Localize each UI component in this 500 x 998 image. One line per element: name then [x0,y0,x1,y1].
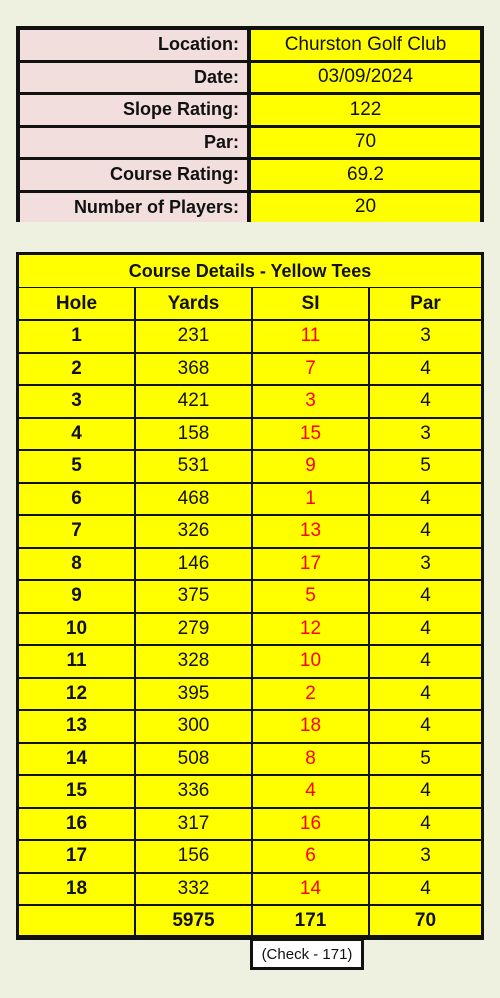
hole-cell: 14 [19,744,134,775]
hole-cell: 3 [19,386,134,417]
totals-row [19,906,481,935]
yards-cell: 231 [136,321,251,352]
table-row [19,451,481,482]
si-cell: 5 [253,581,368,612]
info-label: Location: [20,30,247,60]
par-cell: 3 [370,419,481,450]
check-text: (Check - 171) [253,941,361,967]
header-row [19,288,481,319]
header-par: Par [370,288,481,319]
table-row [19,744,481,775]
hole-cell: 7 [19,516,134,547]
info-value: 69.2 [251,160,480,190]
par-cell: 5 [370,451,481,482]
par-cell: 4 [370,646,481,677]
table-row [19,516,481,547]
si-cell: 15 [253,419,368,450]
par-cell: 5 [370,744,481,775]
hole-cell: 9 [19,581,134,612]
par-cell: 3 [370,549,481,580]
table-row [19,614,481,645]
header-yards: Yards [136,288,251,319]
si-cell: 9 [253,451,368,482]
info-label: Par: [20,128,247,158]
si-cell: 7 [253,354,368,385]
yards-cell: 158 [136,419,251,450]
par-cell: 3 [370,841,481,872]
si-cell: 10 [253,646,368,677]
info-label: Date: [20,63,247,93]
si-cell: 12 [253,614,368,645]
yards-cell: 146 [136,549,251,580]
table-row [19,679,481,710]
yards-cell: 326 [136,516,251,547]
yards-cell: 317 [136,809,251,840]
hole-cell: 11 [19,646,134,677]
si-cell: 6 [253,841,368,872]
total-si: 171 [253,906,368,935]
yards-cell: 279 [136,614,251,645]
par-cell: 4 [370,874,481,905]
yards-cell: 468 [136,484,251,515]
par-cell: 4 [370,386,481,417]
info-label: Course Rating: [20,160,247,190]
info-row [20,160,480,190]
yards-cell: 395 [136,679,251,710]
si-cell: 4 [253,776,368,807]
table-row [19,646,481,677]
hole-cell: 1 [19,321,134,352]
table-row [19,809,481,840]
si-cell: 1 [253,484,368,515]
yards-cell: 368 [136,354,251,385]
info-row [20,30,480,60]
yards-cell: 328 [136,646,251,677]
si-cell: 18 [253,711,368,742]
yards-cell: 332 [136,874,251,905]
yards-cell: 300 [136,711,251,742]
info-label: Slope Rating: [20,95,247,125]
info-value: 03/09/2024 [251,63,480,93]
hole-cell: 8 [19,549,134,580]
par-cell: 4 [370,776,481,807]
hole-cell: 4 [19,419,134,450]
par-cell: 4 [370,679,481,710]
table-row [19,549,481,580]
par-cell: 4 [370,516,481,547]
yards-cell: 336 [136,776,251,807]
info-label: Number of Players: [20,193,247,223]
yards-cell: 156 [136,841,251,872]
par-cell: 4 [370,614,481,645]
table-row [19,581,481,612]
table-row [19,354,481,385]
hole-cell: 2 [19,354,134,385]
total-yards: 5975 [136,906,251,935]
table-row [19,776,481,807]
si-cell: 17 [253,549,368,580]
total-hole-cell [19,906,134,935]
info-value: 70 [251,128,480,158]
par-cell: 4 [370,581,481,612]
info-row [20,95,480,125]
yards-cell: 375 [136,581,251,612]
yards-cell: 421 [136,386,251,417]
par-cell: 4 [370,809,481,840]
check-box [250,938,364,970]
hole-cell: 6 [19,484,134,515]
hole-cell: 10 [19,614,134,645]
yards-cell: 508 [136,744,251,775]
si-cell: 2 [253,679,368,710]
hole-cell: 5 [19,451,134,482]
hole-cell: 16 [19,809,134,840]
par-cell: 4 [370,484,481,515]
course-details-title: Course Details - Yellow Tees [19,255,481,287]
hole-cell: 17 [19,841,134,872]
info-value: 20 [251,193,480,223]
par-cell: 4 [370,354,481,385]
table-row [19,711,481,742]
info-row [20,193,480,223]
hole-cell: 13 [19,711,134,742]
course-info-table [16,26,484,222]
table-row [19,321,481,352]
table-row [19,419,481,450]
si-cell: 16 [253,809,368,840]
table-row [19,484,481,515]
table-row [19,841,481,872]
header-si: SI [253,288,368,319]
si-cell: 3 [253,386,368,417]
table-row [19,874,481,905]
course-details-table [16,252,484,940]
par-cell: 4 [370,711,481,742]
table-row [19,386,481,417]
hole-cell: 12 [19,679,134,710]
si-cell: 8 [253,744,368,775]
si-cell: 11 [253,321,368,352]
hole-cell: 15 [19,776,134,807]
header-hole: Hole [19,288,134,319]
info-value: Churston Golf Club [251,30,480,60]
info-row [20,128,480,158]
hole-cell: 18 [19,874,134,905]
yards-cell: 531 [136,451,251,482]
total-par: 70 [370,906,481,935]
info-value: 122 [251,95,480,125]
par-cell: 3 [370,321,481,352]
info-row [20,63,480,93]
si-cell: 14 [253,874,368,905]
si-cell: 13 [253,516,368,547]
